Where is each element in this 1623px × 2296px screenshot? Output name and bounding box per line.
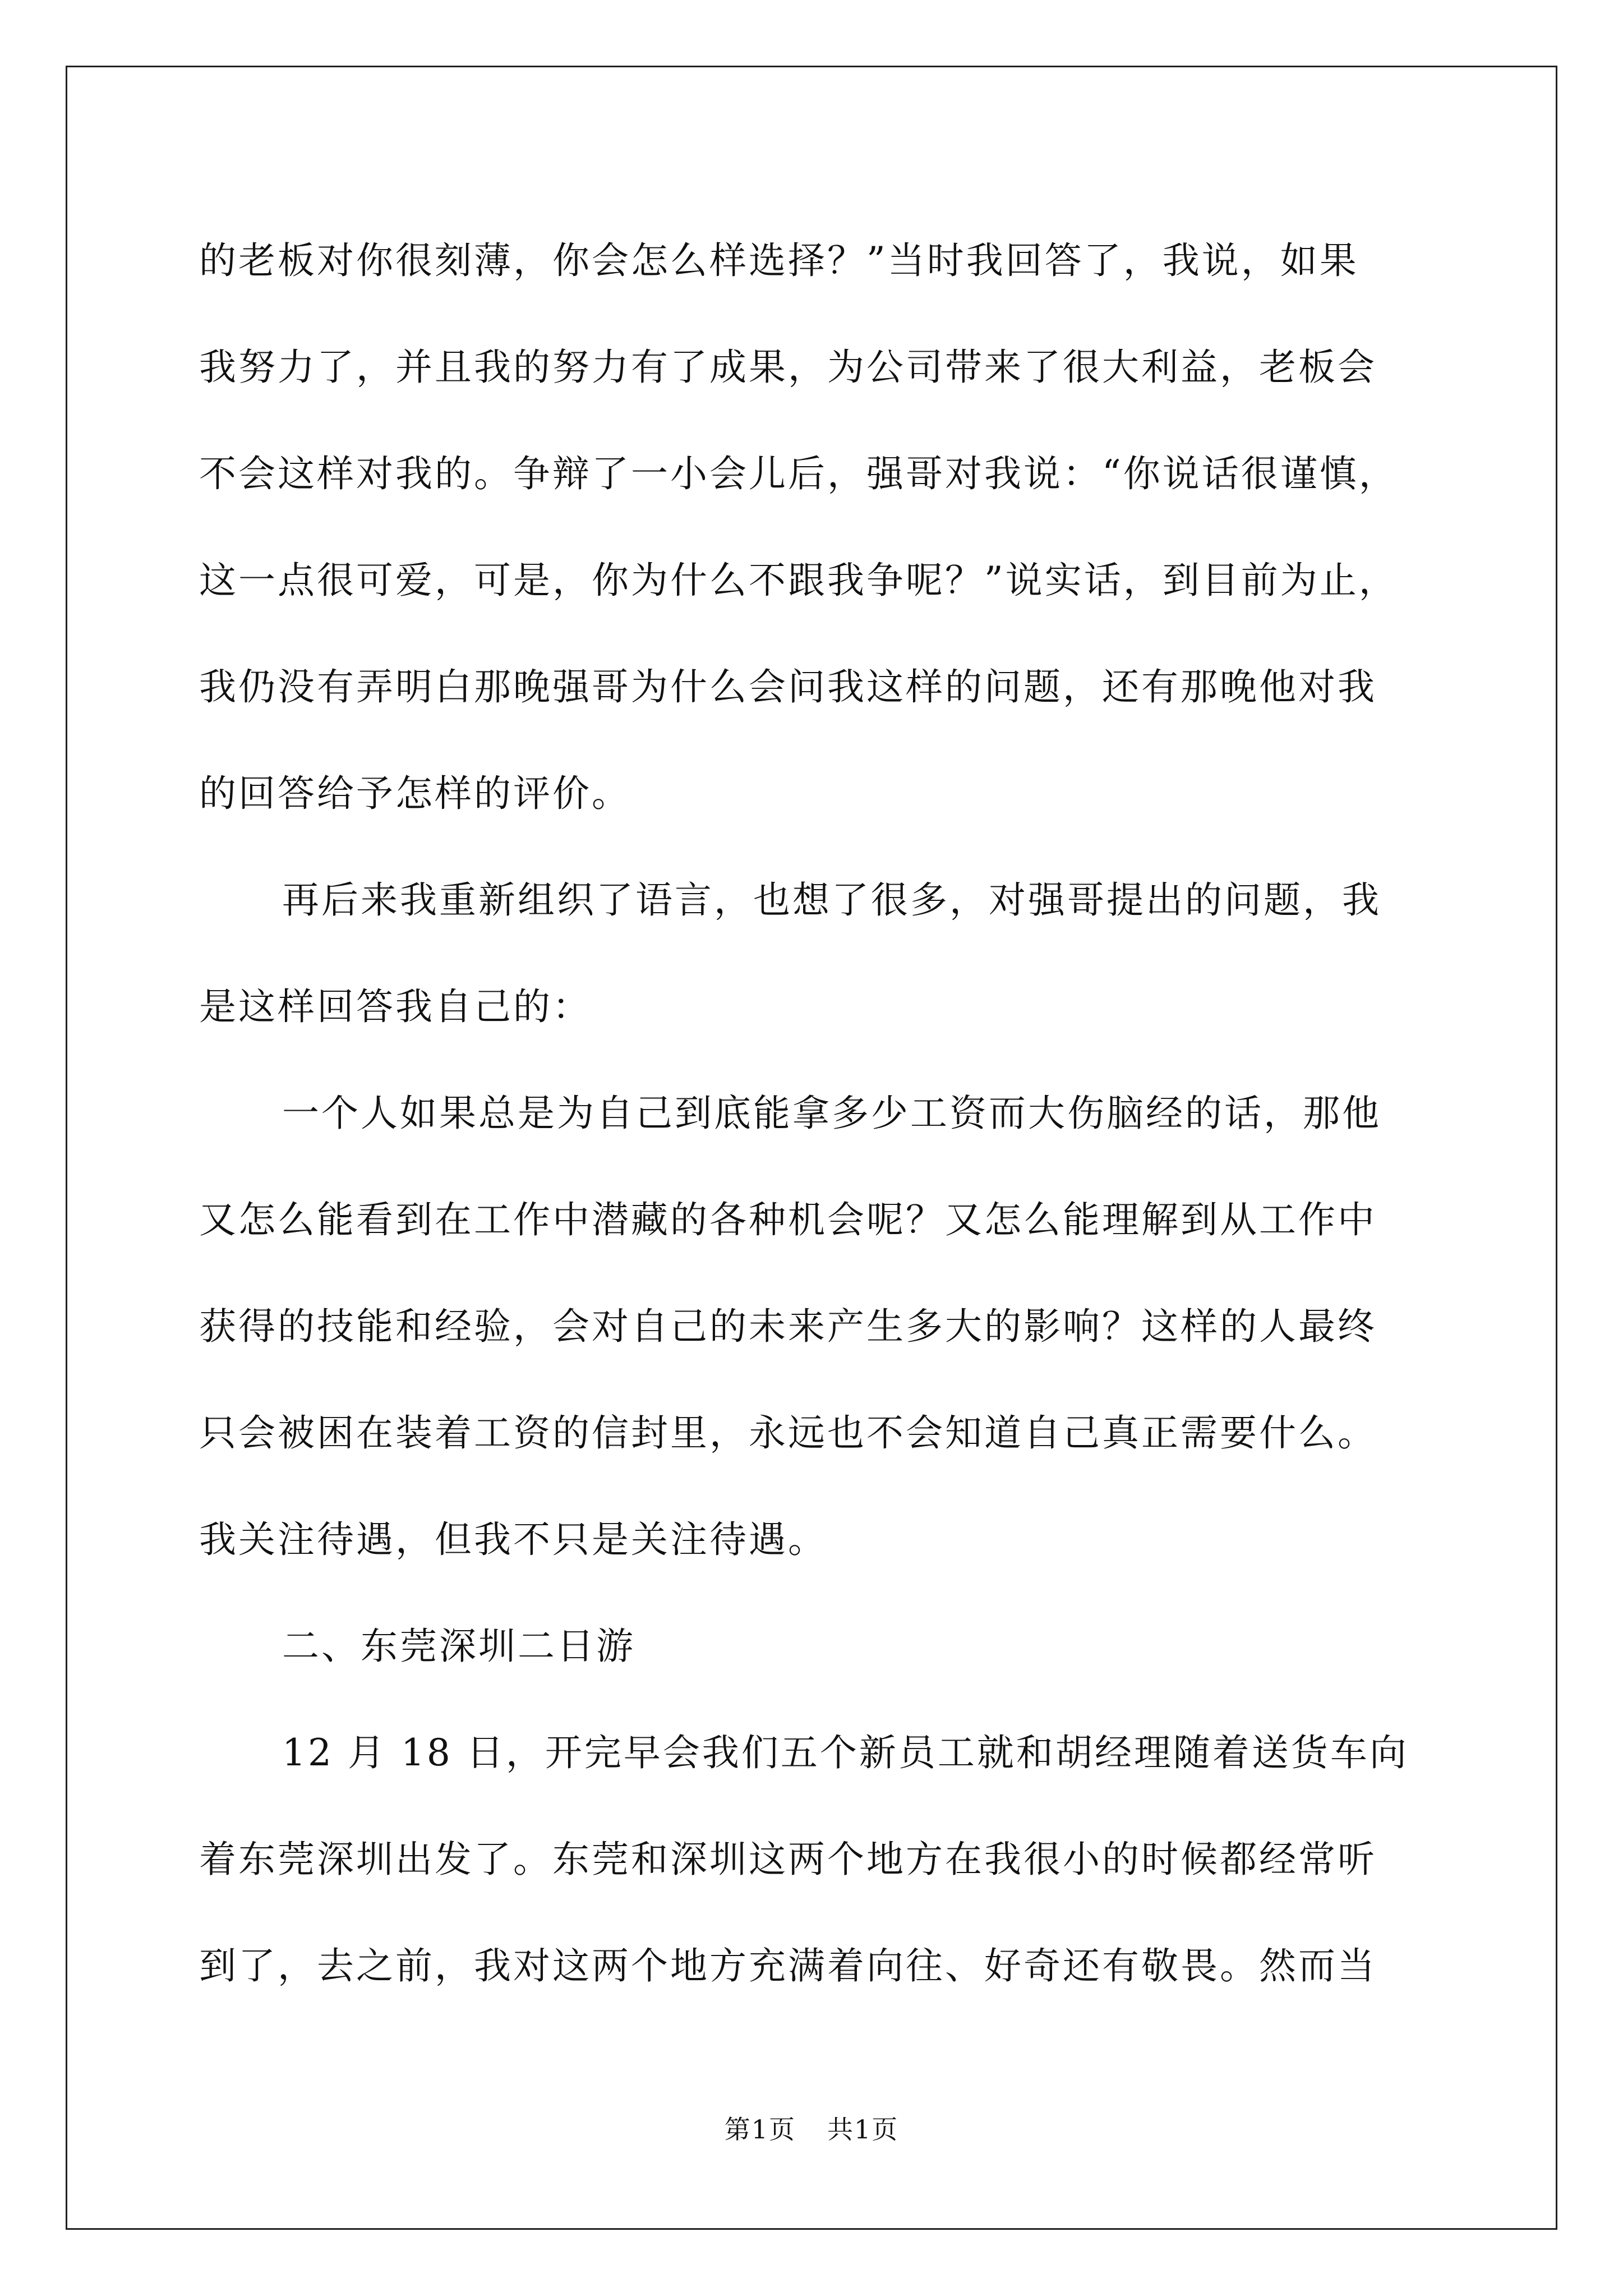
page-number: 第1页 bbox=[724, 2114, 796, 2145]
page-footer bbox=[0, 2109, 1623, 2146]
text-line-5: 我仍没有弄明白那晚强哥为什么会问我这样的问题，还有那晚他对我 bbox=[199, 665, 1377, 708]
text-line-10: 又怎么能看到在工作中潜藏的各种机会呢？又怎么能理解到从工作中 bbox=[199, 1198, 1377, 1241]
text-line-15: 12 月 18 日，开完早会我们五个新员工就和胡经理随着送货车向 bbox=[282, 1731, 1409, 1774]
text-line-7: 再后来我重新组织了语言，也想了很多，对强哥提出的问题，我 bbox=[282, 878, 1381, 922]
section-heading: 二、东莞深圳二日游 bbox=[282, 1625, 635, 1668]
document-body bbox=[199, 208, 1433, 2019]
text-line-12: 只会被困在装着工资的信封里，永远也不会知道自己真正需要什么。 bbox=[199, 1411, 1377, 1455]
text-line-17: 到了，去之前，我对这两个地方充满着向往、好奇还有敬畏。然而当 bbox=[199, 1944, 1377, 1987]
text-line-13: 我关注待遇，但我不只是关注待遇。 bbox=[199, 1518, 827, 1561]
text-line-4: 这一点很可爱，可是，你为什么不跟我争呢？”说实话，到目前为止， bbox=[199, 559, 1398, 602]
text-line-11: 获得的技能和经验，会对自己的未来产生多大的影响？这样的人最终 bbox=[199, 1305, 1377, 1348]
text-line-9: 一个人如果总是为自己到底能拿多少工资而大伤脑经的话，那他 bbox=[282, 1092, 1381, 1135]
text-line-2: 我努力了，并且我的努力有了成果，为公司带来了很大利益，老板会 bbox=[199, 346, 1377, 389]
text-line-6: 的回答给予怎样的评价。 bbox=[199, 772, 631, 815]
text-line-3: 不会这样对我的。争辩了一小会儿后，强哥对我说：“你说话很谨慎， bbox=[199, 452, 1398, 495]
page-total: 共1页 bbox=[827, 2114, 899, 2145]
text-line-16: 着东莞深圳出发了。东莞和深圳这两个地方在我很小的时候都经常听 bbox=[199, 1838, 1377, 1881]
text-line-1: 的老板对你很刻薄，你会怎么样选择？”当时我回答了，我说，如果 bbox=[199, 239, 1359, 282]
text-line-8: 是这样回答我自己的： bbox=[199, 985, 592, 1028]
